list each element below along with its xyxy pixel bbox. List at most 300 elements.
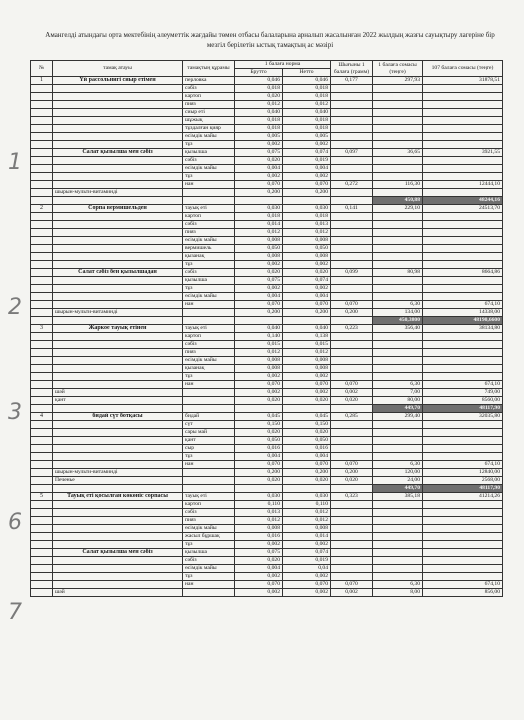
dish-cell — [53, 125, 183, 133]
cost1-cell — [373, 573, 423, 581]
brutto-cell: 0,008 — [235, 237, 283, 245]
cost107-cell: 38134,80 — [423, 325, 503, 333]
ingredient-cell: вермишель — [183, 245, 235, 253]
day-cell — [31, 389, 53, 397]
brutto-cell: 0,200 — [235, 189, 283, 197]
out-cell — [331, 341, 373, 349]
table-row — [31, 533, 503, 541]
cost1-cell — [373, 173, 423, 181]
brutto-cell: 0,015 — [235, 341, 283, 349]
dish-cell: Тауық еті қосылған көкөніс сорпасы — [53, 493, 183, 501]
cost107-cell — [423, 237, 503, 245]
cost1-cell — [373, 245, 423, 253]
brutto-cell: 0,070 — [235, 581, 283, 589]
dish-cell: шәй — [53, 389, 183, 397]
netto-cell: 0,046 — [283, 77, 331, 85]
ingredient-cell: нан — [183, 581, 235, 589]
netto-cell: 0,013 — [283, 221, 331, 229]
brutto-cell: 0,020 — [235, 397, 283, 405]
cost1-cell: 6,30 — [373, 581, 423, 589]
brutto-cell: 0,018 — [235, 125, 283, 133]
day-cell — [31, 541, 53, 549]
cost1-cell — [373, 341, 423, 349]
dish-cell: Салат сәбіз бен қызылшадан — [53, 269, 183, 277]
cost1-cell — [373, 373, 423, 381]
ingredient-cell: жасыл бұршақ — [183, 533, 235, 541]
dish-cell — [53, 405, 183, 413]
dish-cell — [53, 453, 183, 461]
cost1-cell — [373, 261, 423, 269]
dish-cell — [53, 381, 183, 389]
brutto-cell: 0,020 — [235, 93, 283, 101]
brutto-cell: 0,020 — [235, 557, 283, 565]
cost107-cell — [423, 349, 503, 357]
ingredient-cell: картоп — [183, 501, 235, 509]
day-cell — [31, 213, 53, 221]
out-cell — [331, 429, 373, 437]
day-cell — [31, 173, 53, 181]
table-row — [31, 117, 503, 125]
subtotal-row — [31, 405, 503, 413]
subtotal-cost107: 48190,6600 — [423, 317, 503, 325]
day-cell — [31, 253, 53, 261]
ingredient-cell: қызанақ — [183, 253, 235, 261]
handwritten-mark: 2 — [8, 295, 22, 320]
dish-cell — [53, 365, 183, 373]
brutto-cell: 0,018 — [235, 213, 283, 221]
netto-cell: 0,002 — [283, 285, 331, 293]
brutto-cell: 0,018 — [235, 85, 283, 93]
day-cell — [31, 341, 53, 349]
dish-cell — [53, 421, 183, 429]
cost1-cell: 6,30 — [373, 381, 423, 389]
dish-cell: шырын-мульти-витаминді — [53, 469, 183, 477]
cost1-cell — [373, 357, 423, 365]
dish-cell — [53, 277, 183, 285]
brutto-cell: 0,040 — [235, 109, 283, 117]
day-cell — [31, 293, 53, 301]
day-cell: 4 — [31, 413, 53, 421]
dish-cell — [53, 85, 183, 93]
table-row — [31, 397, 503, 405]
day-cell: 2 — [31, 205, 53, 213]
ingredient-cell: өсімдік майы — [183, 525, 235, 533]
ingredient-cell: сәбіз — [183, 341, 235, 349]
cost107-cell — [423, 165, 503, 173]
brutto-cell: 0,140 — [235, 333, 283, 341]
cost1-cell — [373, 293, 423, 301]
brutto-cell: 0,002 — [235, 389, 283, 397]
subtotal-cost1: 450,88 — [373, 197, 423, 205]
subtotal-row — [31, 197, 503, 205]
out-cell — [331, 557, 373, 565]
cost1-cell — [373, 237, 423, 245]
netto-cell: 0,012 — [283, 517, 331, 525]
brutto-cell: 0,013 — [235, 509, 283, 517]
table-row — [31, 253, 503, 261]
brutto-cell: 0,150 — [235, 421, 283, 429]
out-cell — [331, 349, 373, 357]
out-cell: 0,020 — [331, 477, 373, 485]
brutto-cell: 0,046 — [235, 77, 283, 85]
ingredient-cell: қызылша — [183, 149, 235, 157]
handwritten-mark: 6 — [8, 510, 22, 535]
dish-cell: шырын-мульти-витаминді — [53, 189, 183, 197]
day-cell — [31, 397, 53, 405]
dish-cell — [53, 253, 183, 261]
netto-cell: 0,004 — [283, 293, 331, 301]
netto-cell: 0,030 — [283, 493, 331, 501]
dish-cell — [53, 157, 183, 165]
dish-cell — [53, 525, 183, 533]
table-row — [31, 469, 503, 477]
table-row — [31, 389, 503, 397]
cost1-cell — [373, 525, 423, 533]
brutto-cell: 0,004 — [235, 565, 283, 573]
day-cell — [31, 549, 53, 557]
brutto-cell — [235, 317, 283, 325]
cost107-cell: 2568,00 — [423, 477, 503, 485]
table-row — [31, 373, 503, 381]
cost107-cell — [423, 541, 503, 549]
dish-cell — [53, 517, 183, 525]
cost1-cell — [373, 93, 423, 101]
ingredient-cell: картоп — [183, 213, 235, 221]
dish-cell: шәй — [53, 589, 183, 597]
dish-cell — [53, 565, 183, 573]
netto-cell: 0,004 — [283, 453, 331, 461]
cost1-cell — [373, 141, 423, 149]
ingredient-cell — [183, 405, 235, 413]
brutto-cell: 0,050 — [235, 437, 283, 445]
day-cell — [31, 149, 53, 157]
brutto-cell — [235, 405, 283, 413]
cost1-cell — [373, 165, 423, 173]
dish-cell — [53, 301, 183, 309]
subtotal-cost1: 449,70 — [373, 485, 423, 493]
out-cell: 0,272 — [331, 181, 373, 189]
table-row — [31, 125, 503, 133]
brutto-cell: 0,070 — [235, 301, 283, 309]
dish-cell: Сорпа вермишельден — [53, 205, 183, 213]
netto-cell: 0,070 — [283, 181, 331, 189]
table-row — [31, 165, 503, 173]
cost107-cell — [423, 277, 503, 285]
ingredient-cell — [183, 197, 235, 205]
day-cell — [31, 477, 53, 485]
ingredient-cell: сәбіз — [183, 509, 235, 517]
ingredient-cell: өсімдік майы — [183, 293, 235, 301]
cost1-cell — [373, 421, 423, 429]
dish-cell: қант — [53, 397, 183, 405]
out-cell: 0,002 — [331, 589, 373, 597]
table-row — [31, 453, 503, 461]
dish-cell — [53, 445, 183, 453]
brutto-cell: 0,008 — [235, 253, 283, 261]
netto-cell: 0,005 — [283, 133, 331, 141]
netto-cell: 0,012 — [283, 229, 331, 237]
out-cell — [331, 213, 373, 221]
out-cell — [331, 173, 373, 181]
day-cell — [31, 277, 53, 285]
out-cell: 0,070 — [331, 581, 373, 589]
cost107-cell — [423, 133, 503, 141]
out-cell: 0,323 — [331, 493, 373, 501]
brutto-cell — [235, 197, 283, 205]
table-row — [31, 269, 503, 277]
cost1-cell — [373, 429, 423, 437]
ingredient-cell: пияз — [183, 349, 235, 357]
ingredient-cell: пияз — [183, 229, 235, 237]
day-cell — [31, 421, 53, 429]
day-cell — [31, 269, 53, 277]
out-cell — [331, 277, 373, 285]
cost1-cell: 229,10 — [373, 205, 423, 213]
cost107-cell: 856,00 — [423, 589, 503, 597]
cost107-cell — [423, 189, 503, 197]
subtotal-cost1: 450,3800 — [373, 317, 423, 325]
day-cell — [31, 237, 53, 245]
table-row — [31, 549, 503, 557]
dish-cell — [53, 245, 183, 253]
out-cell — [331, 157, 373, 165]
ingredient-cell: өсімдік майы — [183, 357, 235, 365]
ingredient-cell: қызылша — [183, 549, 235, 557]
table-row — [31, 333, 503, 341]
out-cell: 0,200 — [331, 309, 373, 317]
netto-cell: 0,074 — [283, 277, 331, 285]
day-cell — [31, 317, 53, 325]
dish-cell — [53, 461, 183, 469]
dish-cell: шырын-мульти-витаминді — [53, 309, 183, 317]
out-cell — [331, 125, 373, 133]
document-title: Амангелді атындағы орта мектебінің әлеуметтік жағдайы төмен отбасы балаларына арналып жасалынған 2022 жылдың жазғы сауықтыру лагеріне бір мезгіл берілетін ыстық тамақтың ас мәзірі — [45, 31, 495, 49]
dish-cell: Салат қызылша мен сәбіз — [53, 549, 183, 557]
cost107-cell — [423, 157, 503, 165]
cost1-cell — [373, 213, 423, 221]
dish-cell — [53, 133, 183, 141]
table-row — [31, 501, 503, 509]
dish-cell — [53, 357, 183, 365]
out-cell: 0,223 — [331, 325, 373, 333]
table-row — [31, 189, 503, 197]
table-row — [31, 213, 503, 221]
day-cell — [31, 405, 53, 413]
out-cell: 0,070 — [331, 301, 373, 309]
day-cell — [31, 301, 53, 309]
netto-cell: 0,002 — [283, 173, 331, 181]
dish-cell — [53, 581, 183, 589]
ingredient-cell: бидай — [183, 413, 235, 421]
cost107-cell — [423, 557, 503, 565]
brutto-cell: 0,002 — [235, 141, 283, 149]
day-cell — [31, 485, 53, 493]
netto-cell: 0,050 — [283, 437, 331, 445]
out-cell — [331, 485, 373, 493]
cost107-cell — [423, 85, 503, 93]
brutto-cell: 0,200 — [235, 309, 283, 317]
out-cell — [331, 85, 373, 93]
table-row — [31, 85, 503, 93]
ingredient-cell: сәбіз — [183, 157, 235, 165]
table-row — [31, 477, 503, 485]
netto-cell: 0,200 — [283, 469, 331, 477]
day-cell — [31, 357, 53, 365]
ingredient-cell: нан — [183, 301, 235, 309]
dish-cell — [53, 181, 183, 189]
netto-cell: 0,002 — [283, 261, 331, 269]
brutto-cell: 0,020 — [235, 477, 283, 485]
dish-cell — [53, 317, 183, 325]
day-cell — [31, 533, 53, 541]
cost1-cell — [373, 277, 423, 285]
dish-cell — [53, 141, 183, 149]
ingredient-cell — [183, 389, 235, 397]
cost107-cell — [423, 117, 503, 125]
table-row — [31, 581, 503, 589]
netto-cell — [283, 317, 331, 325]
brutto-cell: 0,014 — [235, 221, 283, 229]
cost107-cell — [423, 549, 503, 557]
day-cell — [31, 101, 53, 109]
cost107-cell — [423, 445, 503, 453]
dish-cell: бидай сүт ботқасы — [53, 413, 183, 421]
cost107-cell — [423, 357, 503, 365]
day-cell — [31, 453, 53, 461]
dish-cell: Жаркое тауық етінен — [53, 325, 183, 333]
table-row — [31, 229, 503, 237]
cost107-cell — [423, 365, 503, 373]
netto-cell: 0,014 — [283, 533, 331, 541]
out-cell — [331, 109, 373, 117]
day-cell — [31, 349, 53, 357]
ingredient-cell — [183, 189, 235, 197]
table-row — [31, 573, 503, 581]
dish-cell — [53, 117, 183, 125]
cost107-cell — [423, 93, 503, 101]
out-cell: 0,285 — [331, 413, 373, 421]
netto-cell — [283, 197, 331, 205]
dish-cell — [53, 237, 183, 245]
table-row — [31, 517, 503, 525]
netto-cell: 0,150 — [283, 421, 331, 429]
ingredient-cell — [183, 309, 235, 317]
handwritten-mark: 1 — [8, 150, 22, 175]
brutto-cell: 0,070 — [235, 181, 283, 189]
ingredient-cell: пияз — [183, 101, 235, 109]
table-row — [31, 525, 503, 533]
subtotal-cost107: 48117,90 — [423, 405, 503, 413]
table-row — [31, 565, 503, 573]
ingredient-cell: тұз — [183, 285, 235, 293]
cost107-cell — [423, 525, 503, 533]
cost1-cell — [373, 533, 423, 541]
out-cell — [331, 253, 373, 261]
table-row — [31, 237, 503, 245]
subtotal-row — [31, 485, 503, 493]
day-cell — [31, 469, 53, 477]
cost107-cell — [423, 141, 503, 149]
day-cell — [31, 245, 53, 253]
out-cell — [331, 453, 373, 461]
day-cell — [31, 109, 53, 117]
cost107-cell — [423, 533, 503, 541]
netto-cell: 0,016 — [283, 445, 331, 453]
cost107-cell — [423, 221, 503, 229]
out-cell — [331, 285, 373, 293]
table-row — [31, 349, 503, 357]
brutto-cell: 0,002 — [235, 261, 283, 269]
netto-cell: 0,040 — [283, 109, 331, 117]
brutto-cell: 0,008 — [235, 525, 283, 533]
day-cell — [31, 221, 53, 229]
ingredient-cell: сәбіз — [183, 557, 235, 565]
brutto-cell: 0,002 — [235, 373, 283, 381]
netto-cell: 0,012 — [283, 509, 331, 517]
out-cell — [331, 573, 373, 581]
dish-cell: Үй рассольнигі сиыр етімен — [53, 77, 183, 85]
out-cell — [331, 101, 373, 109]
brutto-cell: 0,004 — [235, 293, 283, 301]
day-cell — [31, 525, 53, 533]
cost1-cell — [373, 117, 423, 125]
dish-cell: Печенье — [53, 477, 183, 485]
table-row — [31, 221, 503, 229]
table-row — [31, 245, 503, 253]
cost1-cell — [373, 157, 423, 165]
cost107-cell: 749,00 — [423, 389, 503, 397]
netto-cell: 0,018 — [283, 117, 331, 125]
brutto-cell: 0,075 — [235, 277, 283, 285]
subtotal-cost107: 48117,90 — [423, 485, 503, 493]
out-cell — [331, 133, 373, 141]
netto-cell: 0,070 — [283, 381, 331, 389]
cost1-cell — [373, 109, 423, 117]
netto-cell: 0,110 — [283, 501, 331, 509]
day-cell — [31, 365, 53, 373]
day-cell — [31, 373, 53, 381]
netto-cell: 0,015 — [283, 341, 331, 349]
brutto-cell: 0,040 — [235, 325, 283, 333]
out-cell: 0,177 — [331, 77, 373, 85]
ingredient-cell: тұз — [183, 573, 235, 581]
dish-cell — [53, 485, 183, 493]
header-composition: тамақтың құрамы — [183, 61, 235, 77]
ingredient-cell: өсімдік майы — [183, 237, 235, 245]
netto-cell: 0,008 — [283, 357, 331, 365]
cost107-cell — [423, 453, 503, 461]
table-row — [31, 133, 503, 141]
day-cell — [31, 85, 53, 93]
netto-cell: 0,020 — [283, 397, 331, 405]
cost1-cell — [373, 453, 423, 461]
cost1-cell: 8,00 — [373, 589, 423, 597]
day-cell — [31, 573, 53, 581]
cost107-cell — [423, 125, 503, 133]
ingredient-cell: сәбіз — [183, 221, 235, 229]
netto-cell: 0,002 — [283, 541, 331, 549]
out-cell — [331, 293, 373, 301]
out-cell — [331, 533, 373, 541]
ingredient-cell: тұздалған қияр — [183, 125, 235, 133]
dish-cell — [53, 541, 183, 549]
day-cell — [31, 117, 53, 125]
netto-cell: 0,074 — [283, 149, 331, 157]
ingredient-cell — [183, 485, 235, 493]
out-cell: 0,070 — [331, 381, 373, 389]
cost1-cell — [373, 437, 423, 445]
out-cell — [331, 421, 373, 429]
